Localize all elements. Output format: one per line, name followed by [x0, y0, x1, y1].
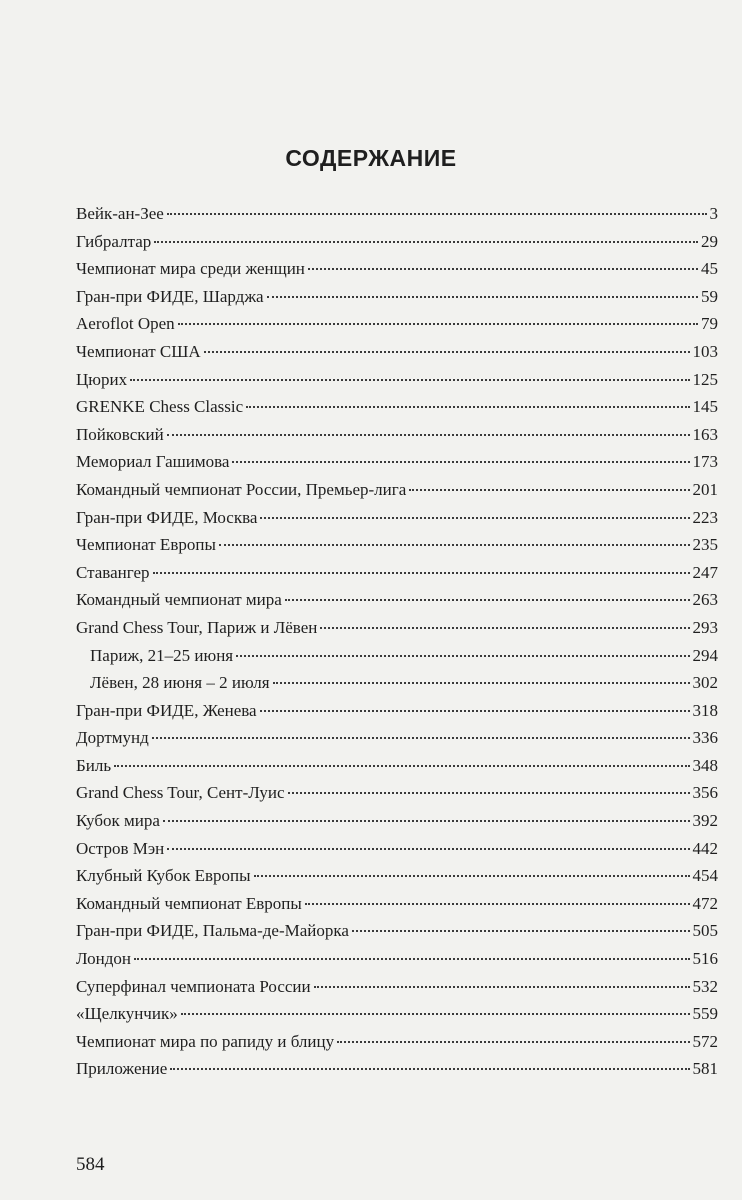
dot-leader — [288, 792, 690, 794]
toc-entry-page: 454 — [692, 866, 718, 886]
toc-entry-page: 572 — [692, 1031, 718, 1051]
toc-entry — [76, 779, 718, 807]
toc-subentry — [76, 642, 718, 670]
toc-entry-label: Гран-при ФИДЕ, Женева — [76, 700, 257, 720]
dot-leader — [337, 1041, 689, 1043]
toc-entry-label: Командный чемпионат России, Премьер-лига — [76, 479, 407, 499]
dot-leader — [285, 599, 690, 601]
toc-entry — [76, 310, 718, 338]
toc-entry — [76, 200, 718, 228]
toc-entry-label: Остров Мэн — [76, 838, 165, 858]
page-title: СОДЕРЖАНИЕ — [285, 145, 457, 171]
dot-leader — [170, 1068, 689, 1070]
dot-leader — [167, 213, 707, 215]
toc-entry — [76, 862, 718, 890]
toc-entry-label: GRENKE Chess Classic — [76, 397, 244, 417]
toc-entry — [76, 752, 718, 780]
toc-entry-label: Гран-при ФИДЕ, Шарджа — [76, 286, 264, 306]
toc-entry-label: Париж, 21–25 июня — [90, 645, 234, 665]
page-number: 584 — [76, 1154, 105, 1175]
toc-entry-label: Гран-при ФИДЕ, Москва — [76, 507, 258, 527]
toc-entry — [76, 393, 718, 421]
toc-entry-label: Чемпионат мира по рапиду и блицу — [76, 1031, 335, 1051]
toc-entry — [76, 1028, 718, 1056]
toc-entry — [76, 366, 718, 394]
toc-entry-label: Приложение — [76, 1059, 168, 1079]
toc-entry-page: 223 — [692, 507, 718, 527]
dot-leader — [314, 986, 690, 988]
toc-entry-label: Лёвен, 28 июня – 2 июля — [90, 673, 270, 693]
toc-entry-page: 29 — [701, 231, 718, 251]
dot-leader — [260, 710, 690, 712]
toc-entry-page: 302 — [692, 673, 718, 693]
toc-entry — [76, 835, 718, 863]
toc-entry-label: Суперфинал чемпионата России — [76, 976, 311, 996]
toc-entry — [76, 1000, 718, 1028]
toc-entry-page: 442 — [692, 838, 718, 858]
toc-entry-label: Пойковский — [76, 424, 164, 444]
toc-entry-label: Grand Chess Tour, Париж и Лёвен — [76, 617, 318, 637]
toc-entry-page: 173 — [692, 452, 718, 472]
toc-entry — [76, 614, 718, 642]
dot-leader — [219, 544, 690, 546]
toc-entry-page: 293 — [692, 617, 718, 637]
toc-entry-label: Командный чемпионат Европы — [76, 893, 302, 913]
toc-entry-label: Aeroflot Open — [76, 314, 175, 334]
toc-entry-label: Клубный Кубок Европы — [76, 866, 251, 886]
toc-entry — [76, 890, 718, 918]
toc-entry — [76, 476, 718, 504]
dot-leader — [154, 241, 698, 243]
dot-leader — [130, 379, 689, 381]
dot-leader — [254, 875, 690, 877]
toc-entry — [76, 586, 718, 614]
toc-entry-page: 145 — [692, 397, 718, 417]
toc-entry-label: Чемпионат Европы — [76, 535, 216, 555]
toc-entry — [76, 448, 718, 476]
toc-entry-page: 163 — [692, 424, 718, 444]
dot-leader — [267, 296, 698, 298]
toc-entry — [76, 504, 718, 532]
toc-subentry — [76, 669, 718, 697]
toc-entry — [76, 697, 718, 725]
toc-entry — [76, 255, 718, 283]
dot-leader — [260, 517, 689, 519]
toc-entry-label: Биль — [76, 755, 112, 775]
toc-entry-page: 532 — [692, 976, 718, 996]
dot-leader — [167, 848, 689, 850]
toc-entry-label: Ставангер — [76, 562, 150, 582]
dot-leader — [167, 434, 690, 436]
dot-leader — [236, 655, 689, 657]
toc-entry-label: Кубок мира — [76, 811, 160, 831]
dot-leader — [178, 323, 698, 325]
toc-entry — [76, 973, 718, 1001]
toc-entry-label: Дортмунд — [76, 728, 149, 748]
dot-leader — [246, 406, 689, 408]
dot-leader — [114, 765, 689, 767]
toc-entry-page: 79 — [701, 314, 718, 334]
toc-entry-page: 505 — [692, 921, 718, 941]
toc-entry-label: Чемпионат США — [76, 341, 201, 361]
toc-entry-label: Гран-при ФИДЕ, Пальма-де-Майорка — [76, 921, 349, 941]
toc-entry-label: Гибралтар — [76, 231, 152, 251]
toc-entry-page: 336 — [692, 728, 718, 748]
toc-entry-page: 3 — [709, 204, 718, 223]
toc-entry-page: 294 — [692, 645, 718, 665]
dot-leader — [153, 572, 690, 574]
toc-entry-page: 125 — [692, 369, 718, 389]
dot-leader — [308, 268, 698, 270]
dot-leader — [352, 930, 690, 932]
dot-leader — [163, 820, 690, 822]
toc-entry-page: 559 — [692, 1004, 718, 1024]
dot-leader — [232, 461, 689, 463]
dot-leader — [305, 903, 690, 905]
toc-entry-page: 247 — [692, 562, 718, 582]
toc-entry-page: 318 — [692, 700, 718, 720]
dot-leader — [181, 1013, 690, 1015]
toc-entry-page: 356 — [692, 783, 718, 803]
toc-entry-page: 348 — [692, 755, 718, 775]
dot-leader — [134, 958, 690, 960]
toc-entry-page: 516 — [692, 949, 718, 969]
toc-entry-page: 392 — [692, 811, 718, 831]
dot-leader — [273, 682, 690, 684]
toc-entry — [76, 531, 718, 559]
toc-entry — [76, 945, 718, 973]
toc-entry — [76, 559, 718, 587]
toc-entry — [76, 421, 718, 449]
toc-entry-page: 472 — [692, 893, 718, 913]
toc-entry-page: 235 — [692, 535, 718, 555]
toc-entry — [76, 338, 718, 366]
toc-entry — [76, 724, 718, 752]
table-of-contents — [76, 200, 718, 1083]
toc-entry-label: Чемпионат мира среди женщин — [76, 259, 305, 279]
dot-leader — [320, 627, 689, 629]
toc-entry-page: 581 — [692, 1059, 718, 1079]
toc-entry-label: «Щелкунчик» — [76, 1004, 178, 1024]
toc-entry-label: Лондон — [76, 949, 131, 969]
toc-entry-page: 59 — [701, 286, 718, 306]
dot-leader — [409, 489, 689, 491]
toc-entry — [76, 807, 718, 835]
toc-entry — [76, 228, 718, 256]
toc-entry — [76, 1055, 718, 1083]
toc-entry-page: 103 — [692, 341, 718, 361]
toc-entry-label: Вейк-ан-Зее — [76, 204, 164, 223]
toc-entry-label: Командный чемпионат мира — [76, 590, 282, 610]
toc-entry-page: 201 — [692, 479, 718, 499]
toc-entry — [76, 283, 718, 311]
dot-leader — [204, 351, 690, 353]
toc-entry-label: Цюрих — [76, 369, 128, 389]
toc-entry-label: Grand Chess Tour, Сент-Луис — [76, 783, 285, 803]
toc-entry — [76, 917, 718, 945]
dot-leader — [152, 737, 690, 739]
toc-entry-page: 45 — [701, 259, 718, 279]
toc-entry-label: Мемориал Гашимова — [76, 452, 230, 472]
toc-entry-page: 263 — [692, 590, 718, 610]
